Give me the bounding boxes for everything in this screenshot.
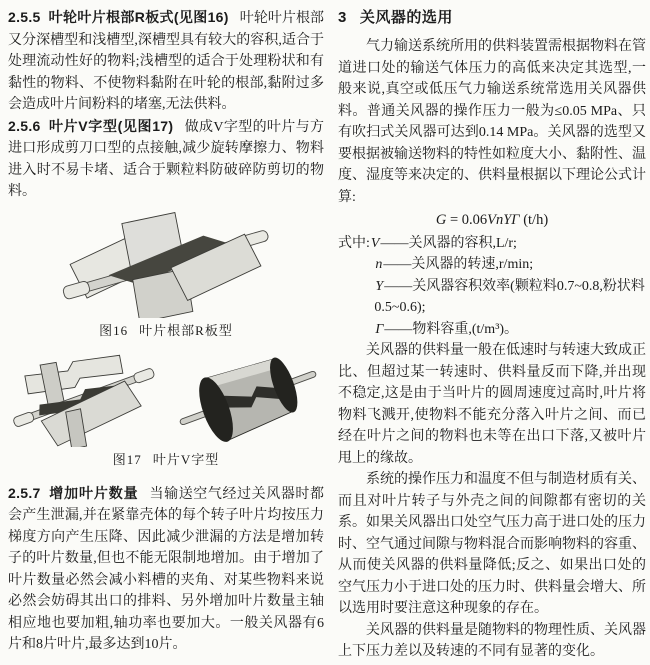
section-title: 增加叶片数量 — [48, 484, 139, 501]
formula-variable-G: G — [435, 212, 447, 228]
section-title: 叶片V字型(见图17) — [48, 117, 174, 134]
section-number: 2.5.7 — [8, 484, 41, 501]
paragraph-pressure-temperature: 系统的操作压力和温度不但与制造材质有关、而且对叶片转子与外壳之间的间隙都有密切的关系。如果关风器出口处空气压力高于进口处的压力时、空气通过间隙与物料混合而影响物料的容重、从而使关风器的供料量降低;反之、如果出口处的空气压力小于进口处的压力时、供料量会增大、所以选用时要注意这种现象的存在。 — [338, 472, 646, 616]
figure-17-right-rotor-illustration — [174, 349, 322, 447]
left-column — [8, 7, 324, 661]
paragraph-feed-rate-speed: 关风器的供料量一般在低速时与转速大致成正比、但超过某一转速时、供料量反而下降,并出现不稳定,这是由于当叶片的圆周速度过高时,叶片将物料飞溅开,使物料不能充分落入叶片之间、而已经在叶片之间的物料也未等在出口下落,又被叶片甩上的缘故。 — [338, 343, 646, 466]
feed-rate-formula — [338, 210, 646, 232]
section-number: 2.5.5 — [8, 9, 41, 25]
section-body-text: 做成V字型的叶片与方进口形成剪刀口型的点接触,减少旋转摩擦力、物料进入时不易卡堵、适合于颗粒料防破碎防剪切的物料。 — [8, 119, 324, 199]
section-2-5-5-heading — [8, 9, 240, 25]
section-body-text: 叶轮叶片根部又分深槽型和浅槽型,深槽型具有较大的容积,适合于处理流动性好的物料;浅槽型的适合于处理粉状和有黏性的物料、不使物料黏附在叶轮的根部,黏附过多会造成叶片间粉料的堵塞,无法供料。 — [8, 11, 325, 112]
figure-number: 图16 — [99, 322, 129, 338]
figure-16-rotor-illustration — [58, 212, 274, 318]
formula-legend-item-Y — [374, 276, 646, 319]
legend-symbol: Γ — [375, 321, 384, 337]
figure-title: 叶片V字型 — [152, 451, 220, 467]
section-2-5-7 — [8, 483, 324, 656]
section-title: 关风器的选用 — [359, 9, 453, 26]
figure-17-caption — [8, 451, 324, 469]
figure-number: 图17 — [112, 451, 142, 467]
paragraph-feed-rate-variation: 关风器的供料量是随物料的物理性质、关风器上下压力差以及转速的不同有显著的变化。 — [338, 622, 646, 659]
formula-legend-item-gamma — [374, 319, 646, 341]
right-column — [338, 7, 646, 661]
section-2-5-6-heading — [8, 118, 184, 134]
formula-legend — [338, 233, 646, 341]
formula-legend-item-V — [338, 233, 646, 255]
formula-variables: VnYΓ — [487, 212, 520, 228]
figure-17 — [8, 349, 324, 469]
section-number: 3 — [338, 9, 347, 26]
legend-prefix: 式中: — [338, 235, 370, 251]
figure-17-left-rotor-illustration — [10, 349, 158, 447]
section-2-5-6 — [8, 116, 324, 203]
section-number: 2.5.6 — [8, 117, 41, 134]
legend-description: ——关风器容积效率(颗粒料0.7~0.8,粉状料0.5~0.6); — [374, 278, 645, 315]
figure-17-images — [8, 349, 324, 447]
section-2-5-5 — [8, 7, 324, 116]
legend-description: ——物料容重,(t/m³)。 — [384, 321, 519, 337]
legend-symbol: n — [375, 257, 383, 272]
section-title: 叶轮叶片根部R板式(见图16) — [48, 9, 229, 25]
legend-description: ——关风器的转速,r/min; — [383, 257, 534, 272]
legend-description: ——关风器的容积,L/r; — [380, 235, 517, 251]
section-body-text: 当输送空气经过关风器时都会产生泄漏,并在紧靠壳体的每个转子叶片均按压力梯度方向产生压降、因此减少泄漏的方法是增加转子的叶片数量,但也不能无限制地增加。由于增加了叶片数量必然会减小料槽的夹角、对某些物料来说必然会妨碍其出口的排料、另外增加叶片数量主轴相应地也要加粗,轴功率也要加大。一般关风器有6片和8片叶片,最多达到10片。 — [8, 486, 324, 652]
paragraph-selection-intro: 气力输送系统所用的供料装置需根据物料在管道进口处的输送气体压力的高低来决定其选型,一般来说,真空或低压气力输送系统常选用关风器供料。普通关风器的操作压力一般为≤0.05 MPa、只有吹扫式关风器可达到0.14 MPa。关风器的选型又要根据被输送物料的特性如粒度大小、黏附性、温度、湿度等来决定的、供料量根据以下理论公式计算: — [338, 39, 646, 205]
figure-16 — [8, 212, 324, 340]
legend-symbol: V — [370, 235, 380, 251]
formula-unit: (t/h) — [519, 212, 549, 228]
formula-legend-item-n — [374, 254, 646, 276]
section-3-heading — [338, 7, 646, 29]
figure-16-caption — [8, 322, 324, 340]
legend-symbol: Y — [375, 278, 384, 294]
formula-coefficient: = 0.06 — [446, 212, 488, 228]
section-2-5-7-heading — [8, 485, 150, 501]
figure-title: 叶片根部R板型 — [139, 322, 233, 338]
